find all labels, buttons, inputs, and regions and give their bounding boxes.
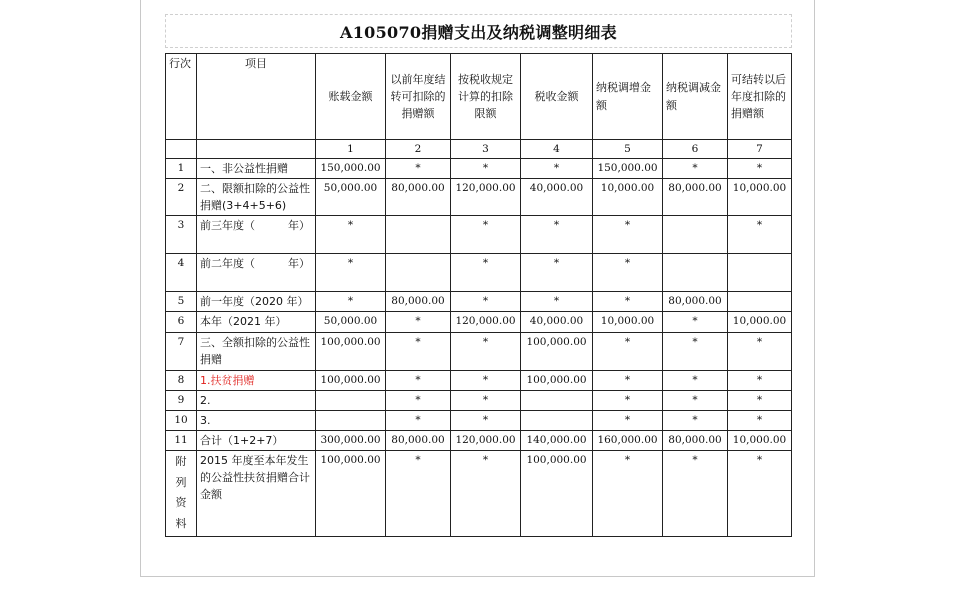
row-item: 2. bbox=[197, 390, 316, 410]
appendix-cell-col-4: 100,000.00 bbox=[521, 450, 593, 537]
header-row bbox=[166, 54, 792, 140]
row-cell-col-6: * bbox=[663, 390, 728, 410]
row-cell-col-6: 80,000.00 bbox=[663, 292, 728, 312]
table-row bbox=[166, 390, 792, 410]
row-cell-col-5: * bbox=[593, 370, 663, 390]
row-cell-col-7: 10,000.00 bbox=[728, 312, 792, 332]
row-seq: 2 bbox=[166, 179, 197, 216]
row-item: 一、非公益性捐赠 bbox=[197, 159, 316, 179]
row-seq: 7 bbox=[166, 332, 197, 370]
row-seq: 4 bbox=[166, 254, 197, 292]
row-cell-col-6: * bbox=[663, 332, 728, 370]
table-row bbox=[166, 179, 792, 216]
row-seq: 6 bbox=[166, 312, 197, 332]
row-item: 前一年度（2020 年） bbox=[197, 292, 316, 312]
column-number: 4 bbox=[521, 140, 593, 159]
header-col-4: 税收金额 bbox=[521, 54, 593, 140]
row-cell-col-3: * bbox=[451, 390, 521, 410]
column-number: 3 bbox=[451, 140, 521, 159]
row-item: 二、限额扣除的公益性捐赠(3+4+5+6) bbox=[197, 179, 316, 216]
row-cell-col-7: * bbox=[728, 410, 792, 430]
row-cell-col-6: * bbox=[663, 312, 728, 332]
row-cell-col-7 bbox=[728, 292, 792, 312]
document-page bbox=[140, 0, 815, 577]
row-item: 前二年度（ 年） bbox=[197, 254, 316, 292]
row-cell-col-7 bbox=[728, 254, 792, 292]
row-cell-col-6 bbox=[663, 216, 728, 254]
row-item: 3. bbox=[197, 410, 316, 430]
row-cell-col-1: 50,000.00 bbox=[316, 179, 386, 216]
row-cell-col-4: * bbox=[521, 254, 593, 292]
appendix-cell-col-6: * bbox=[663, 450, 728, 537]
row-cell-col-6: 80,000.00 bbox=[663, 179, 728, 216]
row-cell-col-4 bbox=[521, 410, 593, 430]
table-row bbox=[166, 332, 792, 370]
appendix-cell-col-7: * bbox=[728, 450, 792, 537]
appendix-cell-col-5: * bbox=[593, 450, 663, 537]
row-item: 前三年度（ 年） bbox=[197, 216, 316, 254]
row-cell-col-2: 80,000.00 bbox=[386, 292, 451, 312]
row-cell-col-3: * bbox=[451, 370, 521, 390]
appendix-label: 附 列 资 料 bbox=[166, 450, 197, 537]
row-cell-col-2 bbox=[386, 216, 451, 254]
row-cell-col-5: * bbox=[593, 292, 663, 312]
header-seq: 行次 bbox=[166, 54, 197, 140]
row-cell-col-1 bbox=[316, 390, 386, 410]
table-row bbox=[166, 410, 792, 430]
row-cell-col-1: 50,000.00 bbox=[316, 312, 386, 332]
row-cell-col-4: * bbox=[521, 292, 593, 312]
row-cell-col-5: 150,000.00 bbox=[593, 159, 663, 179]
row-seq: 11 bbox=[166, 430, 197, 450]
row-cell-col-7: 10,000.00 bbox=[728, 430, 792, 450]
header-col-6: 纳税调减金额 bbox=[663, 54, 728, 140]
table-row bbox=[166, 292, 792, 312]
row-seq: 8 bbox=[166, 370, 197, 390]
column-number: 2 bbox=[386, 140, 451, 159]
row-cell-col-7: * bbox=[728, 370, 792, 390]
row-cell-col-5: 10,000.00 bbox=[593, 179, 663, 216]
column-number-blank bbox=[197, 140, 316, 159]
row-cell-col-6: * bbox=[663, 410, 728, 430]
row-cell-col-4: 100,000.00 bbox=[521, 370, 593, 390]
row-cell-col-2: * bbox=[386, 159, 451, 179]
row-cell-col-5: * bbox=[593, 216, 663, 254]
row-seq: 9 bbox=[166, 390, 197, 410]
table-row bbox=[166, 430, 792, 450]
column-number: 7 bbox=[728, 140, 792, 159]
row-cell-col-2: * bbox=[386, 332, 451, 370]
table-row bbox=[166, 159, 792, 179]
table-row bbox=[166, 370, 792, 390]
title-box bbox=[165, 14, 792, 48]
row-cell-col-5: * bbox=[593, 254, 663, 292]
row-cell-col-4: 40,000.00 bbox=[521, 312, 593, 332]
header-col-3: 按税收规定计算的扣除限额 bbox=[451, 54, 521, 140]
row-cell-col-5: 10,000.00 bbox=[593, 312, 663, 332]
row-cell-col-4 bbox=[521, 390, 593, 410]
header-col-5: 纳税调增金额 bbox=[593, 54, 663, 140]
row-item: 三、全额扣除的公益性捐赠 bbox=[197, 332, 316, 370]
row-cell-col-3: * bbox=[451, 254, 521, 292]
table-row bbox=[166, 216, 792, 254]
column-number: 1 bbox=[316, 140, 386, 159]
table-row bbox=[166, 254, 792, 292]
row-cell-col-2: * bbox=[386, 390, 451, 410]
row-cell-col-1 bbox=[316, 410, 386, 430]
row-cell-col-3: * bbox=[451, 159, 521, 179]
row-item: 1.扶贫捐赠 bbox=[197, 370, 316, 390]
row-cell-col-1: 100,000.00 bbox=[316, 370, 386, 390]
row-cell-col-5: * bbox=[593, 332, 663, 370]
row-cell-col-2: * bbox=[386, 370, 451, 390]
appendix-cell-col-2: * bbox=[386, 450, 451, 537]
row-cell-col-3: 120,000.00 bbox=[451, 179, 521, 216]
row-cell-col-1: 150,000.00 bbox=[316, 159, 386, 179]
row-cell-col-6: * bbox=[663, 370, 728, 390]
row-cell-col-1: * bbox=[316, 216, 386, 254]
row-cell-col-1: 100,000.00 bbox=[316, 332, 386, 370]
row-seq: 1 bbox=[166, 159, 197, 179]
table-title: A105070捐赠支出及纳税调整明细表 bbox=[340, 22, 617, 42]
appendix-cell-col-1: 100,000.00 bbox=[316, 450, 386, 537]
row-cell-col-2: * bbox=[386, 312, 451, 332]
row-cell-col-2 bbox=[386, 254, 451, 292]
row-cell-col-2: 80,000.00 bbox=[386, 430, 451, 450]
row-cell-col-3: * bbox=[451, 332, 521, 370]
appendix-row bbox=[166, 450, 792, 537]
row-item: 本年（2021 年） bbox=[197, 312, 316, 332]
row-cell-col-6 bbox=[663, 254, 728, 292]
row-cell-col-7: * bbox=[728, 390, 792, 410]
column-number-blank bbox=[166, 140, 197, 159]
column-number: 6 bbox=[663, 140, 728, 159]
row-cell-col-3: 120,000.00 bbox=[451, 430, 521, 450]
row-seq: 3 bbox=[166, 216, 197, 254]
row-cell-col-4: * bbox=[521, 159, 593, 179]
header-item: 项目 bbox=[197, 54, 316, 140]
row-cell-col-1: * bbox=[316, 254, 386, 292]
row-cell-col-2: * bbox=[386, 410, 451, 430]
row-cell-col-4: * bbox=[521, 216, 593, 254]
donation-table bbox=[165, 53, 792, 537]
header-col-1: 账载金额 bbox=[316, 54, 386, 140]
row-cell-col-1: 300,000.00 bbox=[316, 430, 386, 450]
row-cell-col-4: 100,000.00 bbox=[521, 332, 593, 370]
header-col-7: 可结转以后年度扣除的捐赠额 bbox=[728, 54, 792, 140]
row-cell-col-4: 140,000.00 bbox=[521, 430, 593, 450]
appendix-cell-col-3: * bbox=[451, 450, 521, 537]
row-cell-col-5: 160,000.00 bbox=[593, 430, 663, 450]
row-seq: 5 bbox=[166, 292, 197, 312]
row-cell-col-3: * bbox=[451, 292, 521, 312]
row-cell-col-3: * bbox=[451, 410, 521, 430]
row-item: 合计（1+2+7） bbox=[197, 430, 316, 450]
row-cell-col-6: 80,000.00 bbox=[663, 430, 728, 450]
row-cell-col-4: 40,000.00 bbox=[521, 179, 593, 216]
row-cell-col-3: 120,000.00 bbox=[451, 312, 521, 332]
row-cell-col-5: * bbox=[593, 390, 663, 410]
row-seq: 10 bbox=[166, 410, 197, 430]
column-number-row bbox=[166, 140, 792, 159]
row-cell-col-3: * bbox=[451, 216, 521, 254]
row-cell-col-7: * bbox=[728, 216, 792, 254]
header-col-2: 以前年度结转可扣除的捐赠额 bbox=[386, 54, 451, 140]
appendix-item: 2015 年度至本年发生的公益性扶贫捐赠合计金额 bbox=[197, 450, 316, 537]
column-number: 5 bbox=[593, 140, 663, 159]
row-cell-col-7: * bbox=[728, 332, 792, 370]
table-row bbox=[166, 312, 792, 332]
row-cell-col-5: * bbox=[593, 410, 663, 430]
row-cell-col-6: * bbox=[663, 159, 728, 179]
row-cell-col-7: 10,000.00 bbox=[728, 179, 792, 216]
row-cell-col-1: * bbox=[316, 292, 386, 312]
row-cell-col-7: * bbox=[728, 159, 792, 179]
row-cell-col-2: 80,000.00 bbox=[386, 179, 451, 216]
